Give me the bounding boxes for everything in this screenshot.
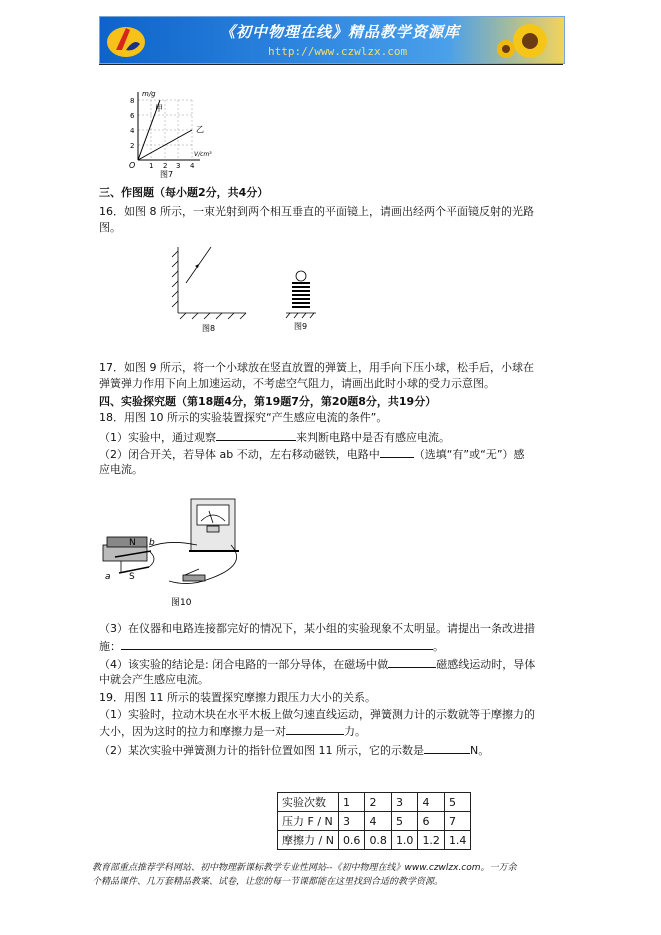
footer-line1: 教育部重点推荐学科网站、初中物理新课标教学专业性网站--《初中物理在线》www.czwlzx.com。一万余 [92, 863, 517, 873]
q18-part3: （3）在仪器和电路连接都完好的情况下，某小组的实验现象不太明显。请提出一条改进措 [99, 622, 535, 635]
table-cell: 压力 F / N [278, 812, 339, 831]
q18-part3-answer [99, 638, 565, 655]
q18-p1-text-b: 来判断电路中是否有感应电流。 [296, 431, 450, 444]
fig7-y-tick-2: 2 [130, 142, 135, 150]
table-row [278, 831, 471, 850]
header-title: 《初中物理在线》精品教学资源库 [220, 23, 461, 41]
q18-p2-blank[interactable] [380, 446, 414, 458]
table-cell: 实验次数 [278, 793, 339, 812]
q19-p2-text-b: N。 [470, 744, 490, 757]
q18-p4-blank[interactable] [388, 656, 436, 668]
q19-part1-continued [99, 723, 565, 740]
sunflower-icon [492, 19, 562, 61]
table-cell: 摩擦力 / N [278, 831, 339, 850]
q18-p2-text-b: （选填“有”或“无”）感 [413, 448, 525, 461]
fig7-x-tick-2: 2 [163, 162, 168, 170]
header-banner [99, 16, 565, 64]
q18-p3-text-b: 施： [99, 640, 121, 653]
figure-8-9 [168, 243, 328, 335]
logo-icon [104, 20, 148, 60]
q17-line1: 17．如图 9 所示，将一个小球放在竖直放置的弹簧上，用手向下压小球，松手后，小球在 [99, 361, 534, 374]
table-cell: 1.0 [391, 831, 418, 850]
table-cell: 3 [391, 793, 418, 812]
q16-line1: 16．如图 8 所示，一束光射到两个相互垂直的平面镜上，请画出经两个平面镜反射的光路 [99, 205, 534, 218]
q18-p1-text-a: （1）实验中，通过观察 [99, 431, 216, 444]
header-url[interactable]: http://www.czwlzx.com [268, 45, 408, 58]
fig7-line-yi: 乙 [196, 125, 204, 134]
table-cell: 1 [338, 793, 365, 812]
fig7-origin: O [129, 161, 136, 170]
section-3-heading: 三、作图题（每小题2分，共4分） [99, 186, 269, 199]
fig7-y-label: m/g [142, 90, 156, 98]
table-cell: 7 [444, 812, 471, 831]
fig10-caption: 图10 [171, 598, 192, 608]
q18-p2-continued: 应电流。 [99, 463, 143, 476]
table-row [278, 793, 471, 812]
table-cell: 1.4 [444, 831, 471, 850]
fig7-line-jia: 甲 [155, 104, 163, 113]
q19-part2 [99, 742, 565, 759]
fig7-y-tick-6: 6 [130, 112, 135, 120]
q18-p4-continued: 中就会产生感应电流。 [99, 673, 209, 686]
header-divider [99, 64, 563, 65]
table-cell: 5 [444, 793, 471, 812]
q18-p3-blank[interactable] [121, 638, 433, 650]
q19-part1: （1）实验时，拉动木块在水平木板上做匀速直线运动，弹簧测力计的示数就等于摩擦力的 [99, 708, 535, 721]
fig7-y-tick-4: 4 [130, 127, 135, 135]
table-cell: 0.8 [365, 831, 392, 850]
section-4-heading: 四、实验探究题（第18题4分，第19题7分，第20题8分，共19分） [99, 395, 437, 408]
table-cell: 0.6 [338, 831, 365, 850]
table-cell: 2 [365, 793, 392, 812]
q16-line2: 图。 [99, 221, 121, 234]
q18-p4-text-a: （4）该实验的结论是: 闭合电路的一部分导体，在磁场中做 [99, 658, 389, 671]
q19-stem: 19．用图 11 所示的装置探究摩擦力跟压力大小的关系。 [99, 691, 376, 704]
q19-p1-text-b: 大小，因为这时的拉力和摩擦力是一对 [99, 725, 286, 738]
table-row [278, 812, 471, 831]
q19-p1-blank[interactable] [286, 723, 344, 735]
fig7-caption: 图7 [160, 170, 174, 178]
q19-p2-text-a: （2）某次实验中弹簧测力计的指针位置如图 11 所示，它的示数是 [99, 744, 424, 757]
fig10-n-pole: N [129, 538, 136, 548]
fig7-x-tick-3: 3 [176, 162, 181, 170]
table-cell: 4 [365, 812, 392, 831]
q18-part1 [99, 429, 565, 446]
q18-p3-text-c: 。 [433, 640, 444, 653]
fig10-label-a: a [105, 572, 111, 582]
q19-p2-blank[interactable] [424, 742, 470, 754]
q18-part4 [99, 656, 565, 673]
q18-p4-text-b: 磁感线运动时，导体 [436, 658, 536, 671]
q17-line2: 弹簧弹力作用下向上加速运动，不考虑空气阻力，请画出此时小球的受力示意图。 [99, 377, 495, 390]
q18-stem: 18．用图 10 所示的实验装置探究“产生感应电流的条件”。 [99, 411, 388, 424]
table-cell: 6 [418, 812, 445, 831]
footer-line2: 个精品课件、几万套精品教案、试卷，让您的每一节课都能在这里找到合适的教学资源。 [92, 877, 444, 887]
fig9-caption: 图9 [294, 322, 308, 331]
fig7-x-tick-4: 4 [190, 162, 195, 170]
table-cell: 5 [391, 812, 418, 831]
table-cell: 4 [418, 793, 445, 812]
table-cell: 1.2 [418, 831, 445, 850]
fig7-x-label: V/cm³ [194, 151, 212, 158]
fig8-caption: 图8 [202, 324, 216, 333]
figure-7-graph [120, 86, 230, 178]
q18-part2 [99, 446, 565, 463]
fig7-x-tick-1: 1 [149, 162, 154, 170]
q18-p1-blank[interactable] [216, 429, 296, 441]
q18-p2-text-a: （2）闭合开关，若导体 ab 不动，左右移动磁铁，电路中 [99, 448, 380, 461]
q19-p1-text-c: 力。 [344, 725, 366, 738]
fig10-s-pole: S [129, 572, 135, 582]
table-cell: 3 [338, 812, 365, 831]
fig7-y-tick-8: 8 [130, 97, 135, 105]
friction-data-table [277, 792, 471, 850]
figure-10-apparatus [99, 495, 249, 613]
fig10-label-b: b [149, 538, 155, 548]
